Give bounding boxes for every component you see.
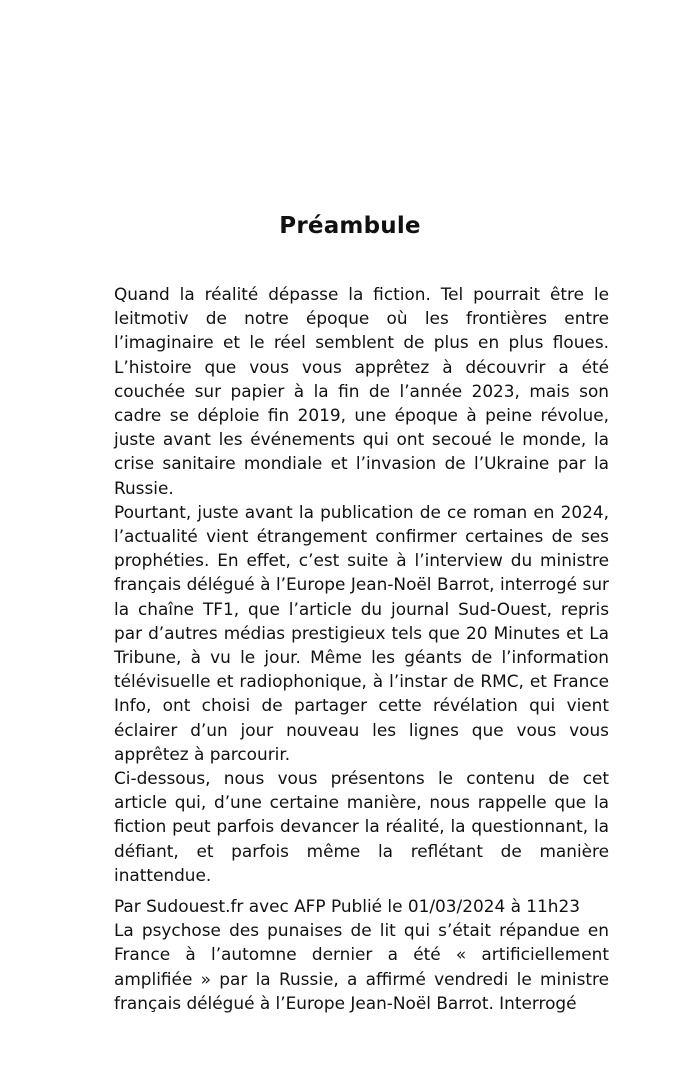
paragraph-news: Pourtant, juste avant la publication de ce roman en 2024, l’actualité vient étrangement confirmer certaines de ses prophéties. En effet, c’est suite à l’interview du ministre français délégué à l’Europe Jean-Noël Barrot, interrogé sur la chaîne TF1, que l’article du journal Sud-Ouest, repris par d’autres médias prestigieux tels que 20 Minutes et La Tribune, à vu le jour. Même les géants de l’information télévisuelle et radiophonique, à l’instar de RMC, et France Info, ont choisi de partager cette révélation qui vient éclairer d’un jour nouveau les lignes que vous vous apprêtez à parcourir. <box>114 501 609 764</box>
paragraph-article-intro: Ci-dessous, nous vous présentons le contenu de cet article qui, d’une certaine manière, nous rappelle que la fiction peut parfois devancer la réalité, la questionnant, la défiant, et parfois même la reflétant de manière inattendue. <box>114 768 609 885</box>
article-paragraph: La psychose des punaises de lit qui s’était répandue en France à l’automne dernier a été « artificiellement amplifiée » par la Russie, a affirmé vendredi le ministre français délégué à l’Europe Jean-Noël Barrot. Interrogé <box>114 920 609 1013</box>
page-title: Préambule <box>279 213 421 239</box>
paragraph-intro: Quand la réalité dépasse la fiction. Tel pourrait être le leitmotiv de notre époque où les frontières entre l’imaginaire et le réel semblent de plus en plus floues. L’histoire que vous vous apprêtez à découvrir a été couchée sur papier à la fin de l’année 2023, mais son cadre se déploie fin 2019, une époque à peine révolue, juste avant les événements qui ont secoué le monde, la crise sanitaire mondiale et l’invasion de l’Ukraine par la Russie. <box>114 284 609 498</box>
article-byline: Par Sudouest.fr avec AFP Publié le 01/03/2024 à 11h23 <box>114 896 580 917</box>
body-text <box>114 282 609 1015</box>
